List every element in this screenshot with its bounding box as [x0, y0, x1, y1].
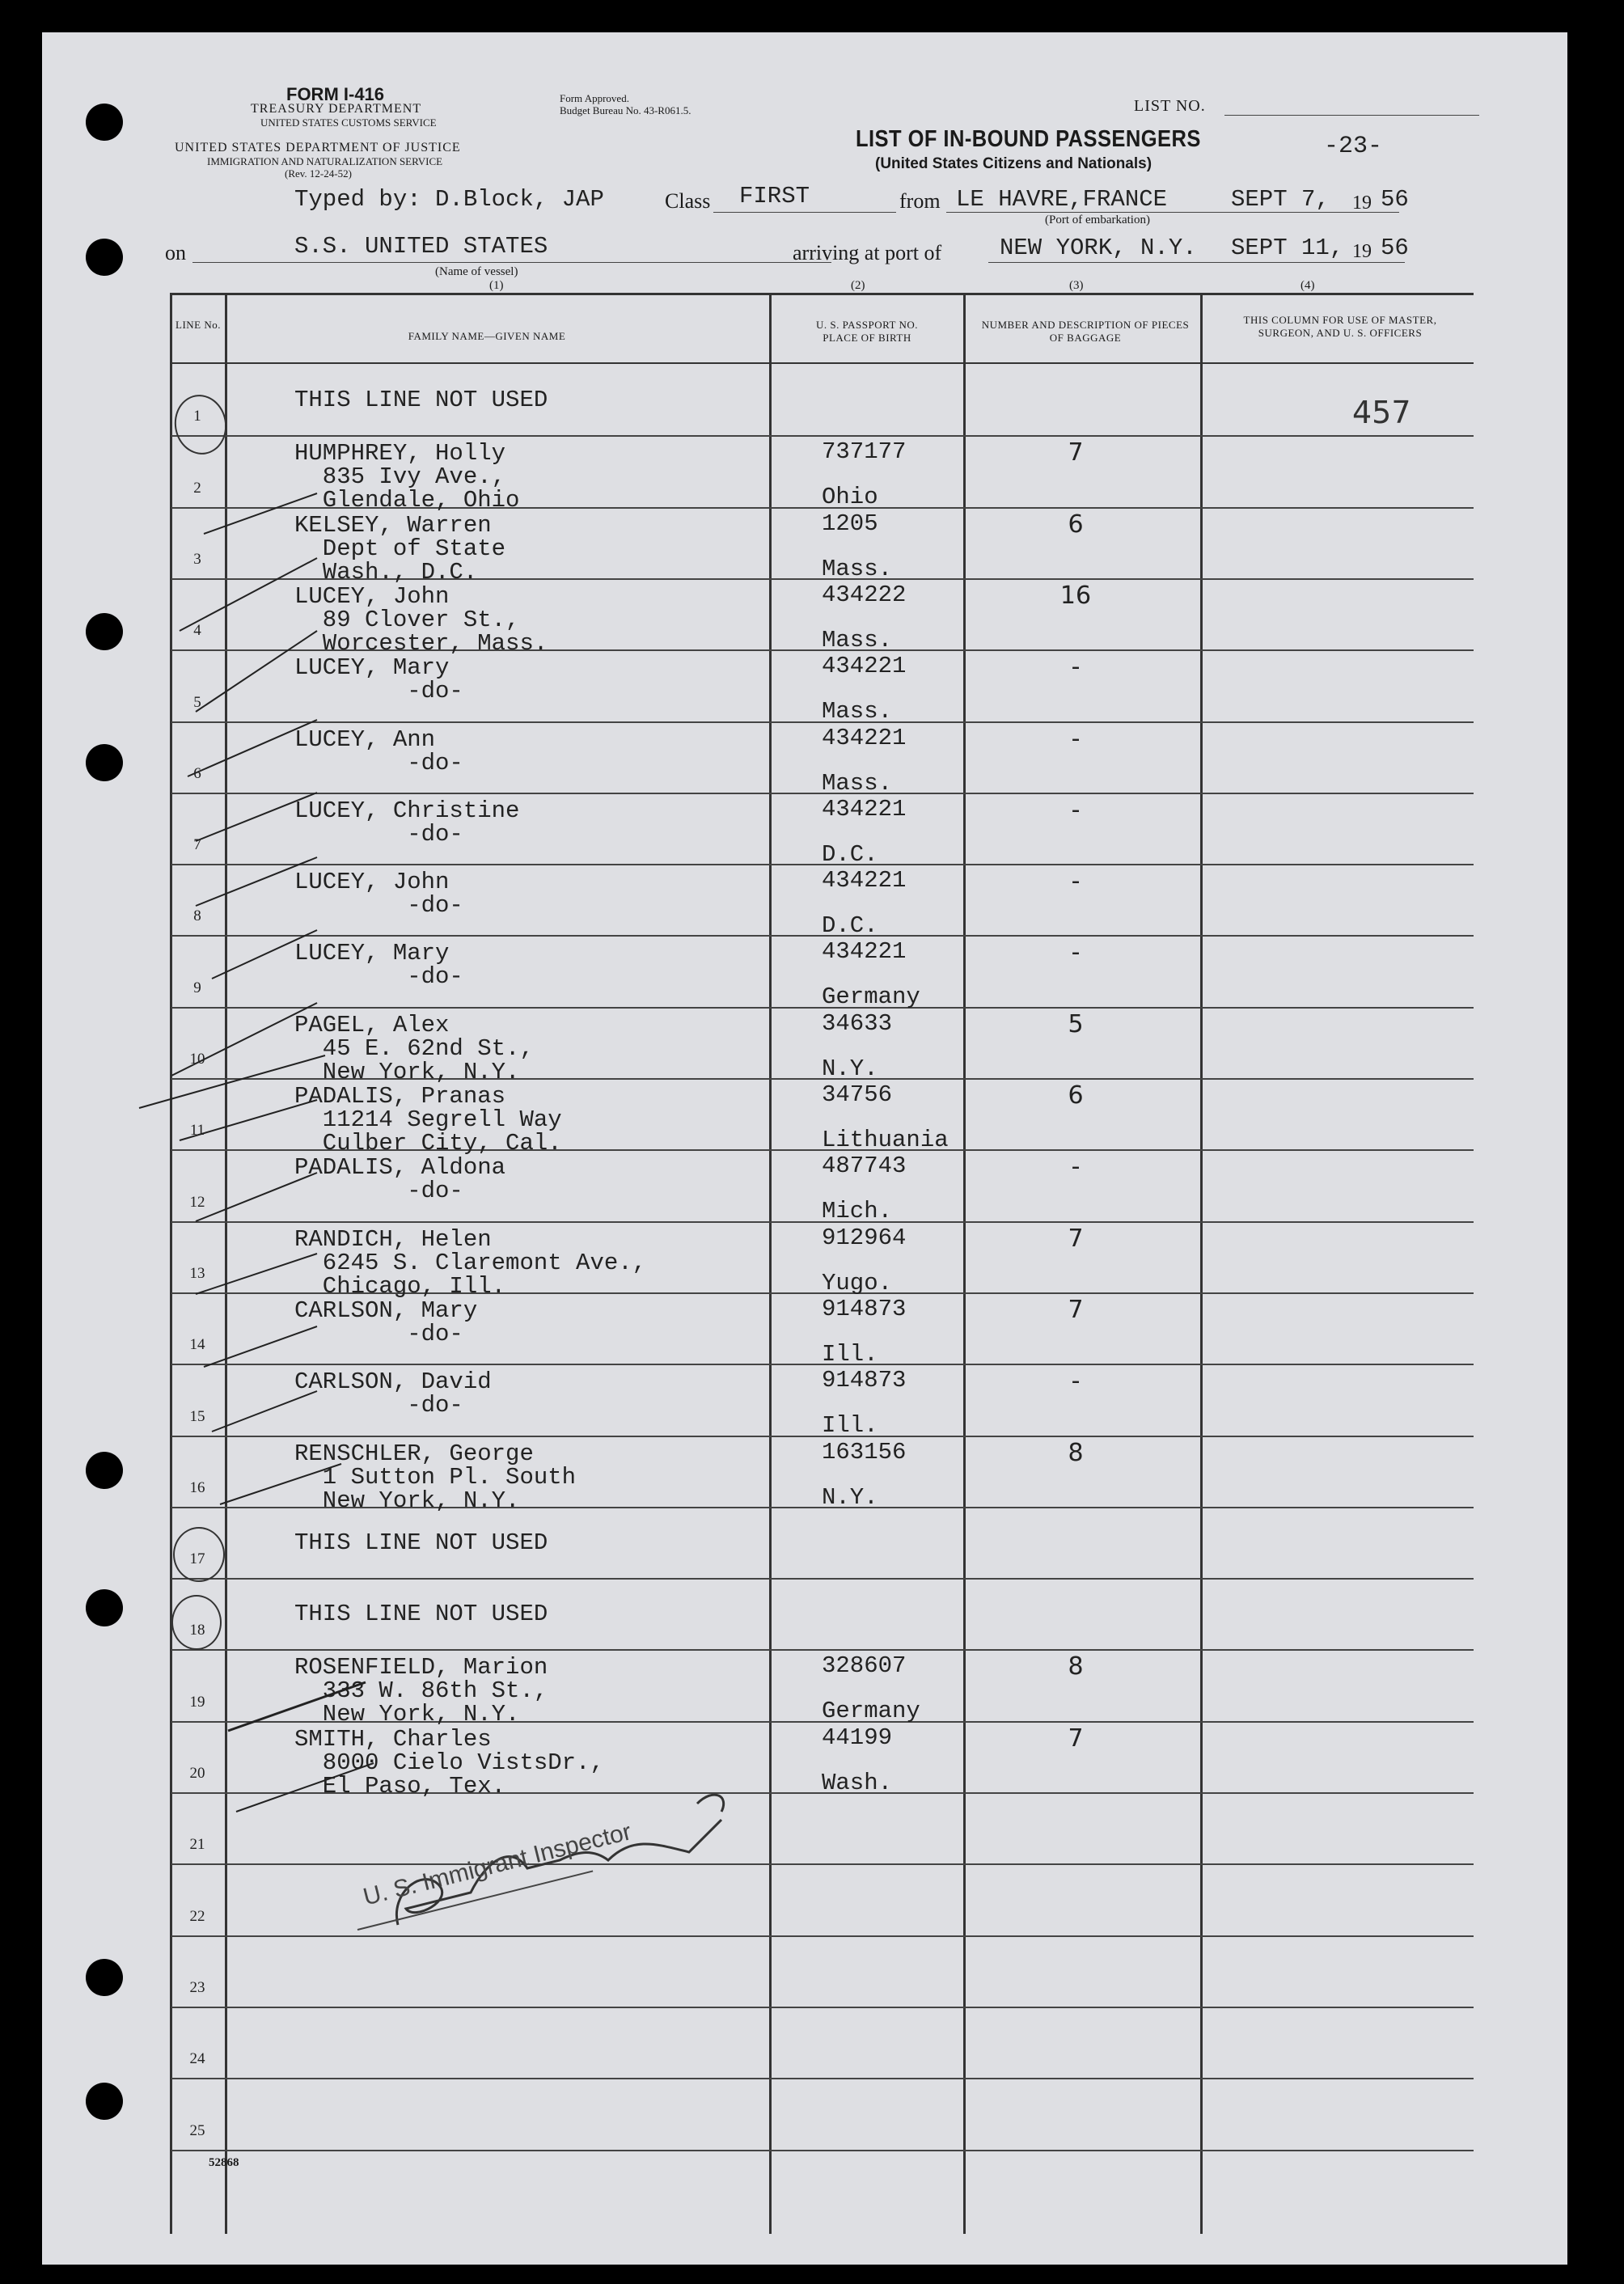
passenger-name: HUMPHREY, Holly 835 Ivy Ave., Glendale, Ohio — [294, 440, 520, 514]
typed-by: Typed by: D.Block, JAP — [294, 186, 604, 213]
column-header-line-no: LINE No. — [176, 319, 221, 331]
revision-date: (Rev. 12-24-52) — [285, 167, 352, 180]
officer-note: 457 — [1352, 395, 1411, 430]
passenger-name: LUCEY, John 89 Clover St., Worcester, Mass. — [294, 583, 548, 657]
punch-hole — [86, 2083, 123, 2120]
row-divider — [171, 2078, 1474, 2079]
passport-divider — [963, 293, 966, 2234]
passport-number: 434221 — [822, 796, 907, 823]
row-divider — [171, 435, 1474, 437]
passenger-name: THIS LINE NOT USED — [294, 1601, 548, 1627]
baggage-count: 8 — [1068, 1652, 1084, 1681]
line-number: 10 — [189, 1051, 205, 1068]
arriving-label: arriving at port of — [793, 241, 942, 264]
form-department: TREASURY DEPARTMENT — [251, 102, 422, 116]
budget-bureau-number: Budget Bureau No. 43-R061.5. — [560, 104, 691, 116]
line-number: 15 — [189, 1408, 205, 1425]
baggage-count: 6 — [1068, 510, 1084, 539]
passenger-name: THIS LINE NOT USED — [294, 1529, 548, 1556]
arrival-date: SEPT 11, — [1231, 235, 1344, 261]
line-number: 3 — [193, 551, 201, 568]
punch-hole — [86, 239, 123, 276]
passport-number: 487743 — [822, 1153, 907, 1179]
passenger-name: PADALIS, Pranas 11214 Segrell Way Culber City, Cal. — [294, 1083, 562, 1157]
baggage-count: 7 — [1068, 1296, 1084, 1324]
passport-number: 434221 — [822, 867, 907, 894]
passenger-name: KELSEY, Warren Dept of State Wash., D.C. — [294, 512, 506, 586]
passenger-name: PAGEL, Alex 45 E. 62nd St., New York, N.Y. — [294, 1012, 534, 1085]
line-number: 14 — [189, 1336, 205, 1353]
passport-number: 434221 — [822, 725, 907, 751]
passenger-name: PADALIS, Aldona -do- — [294, 1154, 506, 1204]
header-bottom-border — [170, 362, 1474, 364]
baggage-count: 16 — [1059, 582, 1092, 610]
baggage-count: 7 — [1068, 1724, 1084, 1753]
vessel-name: S.S. UNITED STATES — [294, 233, 548, 260]
punch-hole — [86, 104, 123, 141]
arrival-port: NEW YORK, N.Y. — [1000, 235, 1197, 261]
line-number: 20 — [189, 1765, 205, 1782]
baggage-count: 7 — [1068, 1224, 1084, 1253]
line-number: 5 — [193, 694, 201, 711]
baggage-count: 8 — [1068, 1439, 1084, 1467]
table-top-border — [170, 293, 1474, 295]
place-of-birth: Germany — [822, 1698, 920, 1724]
check-mark-line — [204, 493, 317, 534]
check-mark-line — [196, 631, 317, 712]
passenger-name: LUCEY, Christine -do- — [294, 797, 520, 848]
passport-number: 163156 — [822, 1439, 907, 1466]
place-of-birth: Ill. — [822, 1412, 878, 1439]
column-4-caption: (4) — [1300, 279, 1315, 292]
document-page — [42, 32, 1567, 2265]
baggage-count: - — [1071, 1367, 1081, 1395]
check-mark-line — [204, 1326, 317, 1367]
passenger-name: LUCEY, Mary -do- — [294, 940, 463, 990]
check-mark-line — [212, 930, 317, 979]
column-1-caption: (1) — [489, 279, 504, 292]
line-number: 1 — [193, 408, 201, 425]
baggage-count: - — [1071, 1153, 1081, 1181]
passport-number: 737177 — [822, 438, 907, 465]
passenger-name: RENSCHLER, George 1 Sutton Pl. South New York, N.Y. — [294, 1440, 577, 1514]
baggage-count: - — [1071, 867, 1081, 895]
arrival-year-prefix: 19 — [1352, 241, 1372, 262]
check-mark-line — [212, 1391, 317, 1432]
embarkation-port: LE HAVRE,FRANCE — [956, 186, 1168, 213]
check-mark-line — [228, 1682, 366, 1731]
line-number: 22 — [189, 1908, 205, 1925]
line-number: 2 — [193, 480, 201, 497]
doj-label: UNITED STATES DEPARTMENT OF JUSTICE — [175, 141, 461, 154]
vessel-line — [192, 262, 831, 263]
baggage-count: - — [1071, 796, 1081, 824]
passport-number: 1205 — [822, 510, 878, 537]
column-header-officers: THIS COLUMN FOR USE OF MASTER, SURGEON, AND U. S. OFFICERS — [1243, 314, 1437, 339]
place-of-birth: Mich. — [822, 1198, 893, 1224]
line-number: 16 — [189, 1479, 205, 1496]
passenger-name: LUCEY, Ann -do- — [294, 726, 463, 776]
passenger-name: RANDICH, Helen 6245 S. Claremont Ave., Chicago, Ill. — [294, 1226, 647, 1300]
row-divider — [171, 2150, 1474, 2151]
form-approved: Form Approved. — [560, 92, 629, 104]
place-of-birth: N.Y. — [822, 1484, 878, 1511]
form-code: 52868 — [209, 2156, 239, 2169]
ins-label: IMMIGRATION AND NATURALIZATION SERVICE — [207, 155, 443, 167]
form-service: UNITED STATES CUSTOMS SERVICE — [260, 116, 437, 129]
passenger-name: CARLSON, Mary -do- — [294, 1297, 478, 1347]
check-mark-line — [196, 1254, 317, 1294]
place-of-birth: Mass. — [822, 770, 893, 797]
form-title: FORM I-416 — [286, 84, 385, 104]
place-of-birth: Mass. — [822, 627, 893, 653]
baggage-divider — [1200, 293, 1203, 2234]
inspector-stamp: U. S. Immigrant Inspector — [360, 1818, 634, 1911]
check-mark-line — [196, 793, 317, 841]
passenger-name: LUCEY, Mary -do- — [294, 654, 463, 704]
check-mark-line — [171, 1003, 317, 1076]
list-subtitle: (United States Citizens and Nationals) — [875, 155, 1152, 172]
from-label: from — [899, 189, 941, 213]
page-number: -23- — [1324, 133, 1383, 160]
check-mark-line — [180, 558, 317, 631]
passenger-name: CARLSON, David -do- — [294, 1368, 492, 1419]
line-number: 13 — [189, 1265, 205, 1282]
passport-number: 914873 — [822, 1296, 907, 1322]
line-number: 9 — [193, 979, 201, 996]
list-title: LIST OF IN-BOUND PASSENGERS — [856, 126, 1201, 152]
arrival-line — [988, 262, 1405, 263]
embarkation-year-prefix: 19 — [1352, 192, 1372, 214]
line-number: 7 — [193, 836, 201, 853]
embarkation-date: SEPT 7, — [1231, 186, 1330, 213]
line-number: 17 — [189, 1550, 205, 1567]
passport-number: 434222 — [822, 582, 907, 608]
list-number-label: LIST NO. — [1134, 97, 1206, 115]
passenger-name: THIS LINE NOT USED — [294, 387, 548, 413]
place-of-birth: Ill. — [822, 1341, 878, 1368]
passenger-name: LUCEY, John -do- — [294, 869, 463, 919]
line-number: 6 — [193, 765, 201, 782]
place-of-birth: Mass. — [822, 556, 893, 582]
line-number: 11 — [189, 1122, 205, 1139]
place-of-birth: Mass. — [822, 698, 893, 725]
passenger-name: ROSENFIELD, Marion 333 W. 86th St., New York, N.Y. — [294, 1654, 548, 1728]
check-mark-line — [188, 720, 317, 776]
column-3-caption: (3) — [1069, 279, 1084, 292]
baggage-count: - — [1071, 725, 1081, 753]
check-mark-line — [196, 1173, 317, 1221]
line-number: 23 — [189, 1979, 205, 1996]
list-number-line — [1224, 115, 1479, 116]
place-of-birth: Lithuania — [822, 1127, 949, 1153]
place-of-birth: Germany — [822, 983, 920, 1010]
column-header-passport: U. S. PASSPORT NO. PLACE OF BIRTH — [816, 319, 918, 344]
line-number: 21 — [189, 1836, 205, 1853]
place-of-birth: Yugo. — [822, 1270, 893, 1296]
baggage-count: - — [1071, 938, 1081, 966]
place-of-birth: Ohio — [822, 484, 878, 510]
line-number: 8 — [193, 907, 201, 924]
passport-number: 434221 — [822, 938, 907, 965]
check-mark-line — [139, 1055, 325, 1108]
class-value: FIRST — [739, 183, 810, 209]
place-of-birth: Wash. — [822, 1770, 893, 1796]
baggage-count: 7 — [1068, 438, 1084, 467]
passport-number: 328607 — [822, 1652, 907, 1679]
line-number: 12 — [189, 1194, 205, 1211]
place-of-birth: D.C. — [822, 912, 878, 939]
line-number: 19 — [189, 1694, 205, 1711]
column-header-baggage: NUMBER AND DESCRIPTION OF PIECES OF BAGGAGE — [981, 319, 1190, 344]
column-header-name: FAMILY NAME—GIVEN NAME — [408, 330, 566, 342]
place-of-birth: N.Y. — [822, 1055, 878, 1082]
line-number: 24 — [189, 2050, 205, 2067]
baggage-count: 6 — [1068, 1081, 1084, 1110]
passport-number: 914873 — [822, 1367, 907, 1394]
check-mark-line — [180, 1100, 317, 1140]
on-label: on — [165, 241, 186, 264]
line-number: 18 — [189, 1622, 205, 1639]
passenger-name: SMITH, Charles 8000 Cielo VistsDr., El Paso, Tex. — [294, 1726, 604, 1800]
class-line — [713, 212, 896, 213]
line-number: 4 — [193, 622, 201, 639]
baggage-count: 5 — [1068, 1010, 1084, 1038]
passport-number: 44199 — [822, 1724, 893, 1751]
embarkation-year: 56 — [1381, 186, 1409, 213]
place-of-birth: D.C. — [822, 841, 878, 868]
passport-number: 434221 — [822, 653, 907, 679]
check-mark-line — [196, 857, 317, 906]
circle-mark — [170, 391, 231, 459]
class-label: Class — [665, 189, 711, 213]
baggage-count: - — [1071, 653, 1081, 681]
column-2-caption: (2) — [851, 279, 865, 292]
passport-number: 34633 — [822, 1010, 893, 1037]
port-embarkation-caption: (Port of embarkation) — [1045, 214, 1150, 226]
vessel-caption: (Name of vessel) — [435, 265, 518, 278]
line-number: 25 — [189, 2122, 205, 2139]
passport-number: 34756 — [822, 1081, 893, 1108]
passport-number: 912964 — [822, 1224, 907, 1251]
check-mark-line — [220, 1464, 341, 1504]
arrival-year: 56 — [1381, 235, 1409, 261]
